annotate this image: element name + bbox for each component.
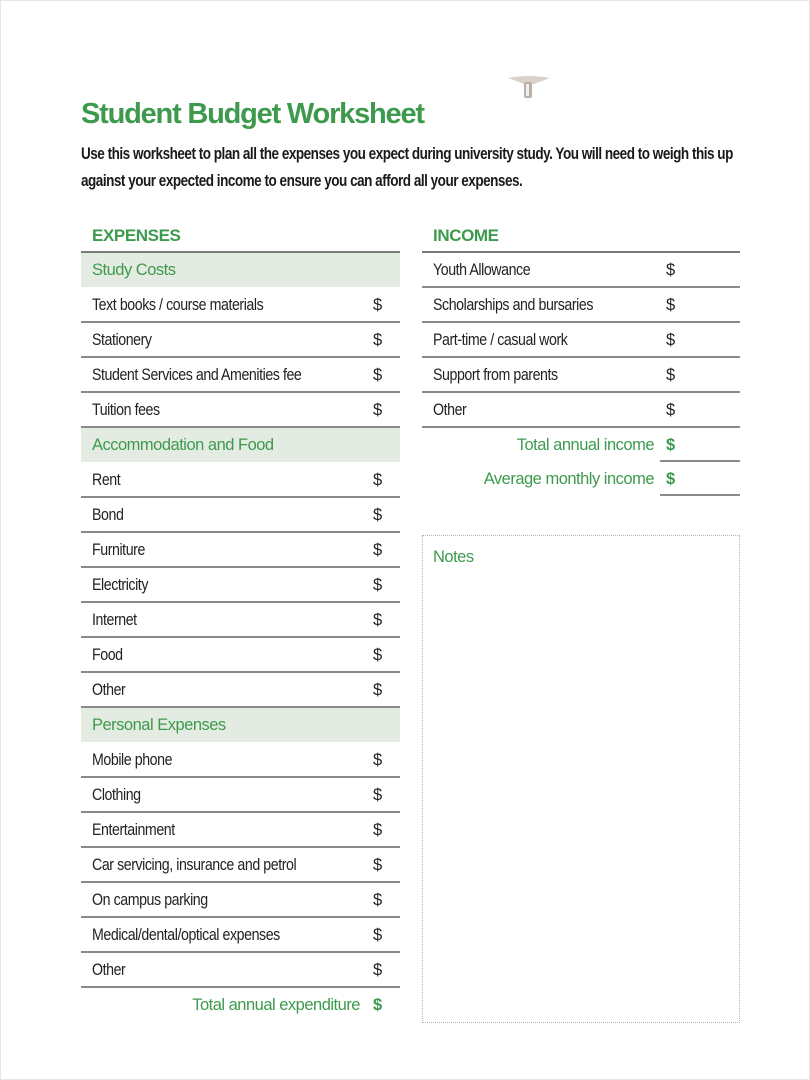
section-band: Accommodation and Food [81, 428, 400, 463]
table-row[interactable] [81, 918, 400, 953]
row-label: Food [92, 646, 123, 664]
table-row[interactable] [81, 393, 400, 428]
amount-field[interactable] [660, 494, 740, 496]
table-row[interactable] [81, 743, 400, 778]
currency-symbol: $ [373, 786, 382, 804]
row-label: Internet [92, 611, 137, 629]
table-row[interactable] [422, 323, 740, 358]
row-label: Electricity [92, 576, 148, 594]
table-row[interactable] [81, 883, 400, 918]
section-band: Personal Expenses [81, 708, 400, 743]
expenses-heading: EXPENSES [81, 222, 400, 253]
row-label: Medical/dental/optical expenses [92, 926, 280, 944]
currency-symbol: $ [666, 401, 675, 419]
total-expenditure-row [81, 988, 400, 1022]
currency-symbol: $ [373, 856, 382, 874]
section-band: Study Costs [81, 253, 400, 288]
row-label: Furniture [92, 541, 145, 559]
table-row[interactable] [81, 638, 400, 673]
row-label: Bond [92, 506, 124, 524]
table-row[interactable] [422, 358, 740, 393]
row-label: Car servicing, insurance and petrol [92, 856, 297, 874]
table-row[interactable] [81, 358, 400, 393]
row-label: Support from parents [433, 366, 558, 384]
currency-symbol: $ [373, 751, 382, 769]
currency-symbol: $ [373, 961, 382, 979]
income-table [422, 222, 740, 496]
table-row[interactable] [81, 533, 400, 568]
currency-symbol: $ [373, 611, 382, 629]
page-title: Student Budget Worksheet [81, 98, 424, 130]
row-label: Rent [92, 471, 121, 489]
currency-symbol: $ [666, 261, 675, 279]
row-label: Other [433, 401, 467, 419]
currency-symbol: $ [373, 401, 382, 419]
binder-clip-icon [508, 76, 550, 98]
income-heading: INCOME [422, 222, 740, 253]
row-label: Mobile phone [92, 751, 173, 769]
table-row[interactable] [422, 393, 740, 428]
currency-symbol: $ [666, 331, 675, 349]
table-row[interactable] [81, 848, 400, 883]
table-row[interactable] [81, 603, 400, 638]
row-label: Other [92, 681, 126, 699]
currency-symbol: $ [373, 646, 382, 664]
row-label: On campus parking [92, 891, 208, 909]
table-row[interactable] [81, 288, 400, 323]
table-row[interactable] [81, 498, 400, 533]
income-total-row [422, 428, 740, 462]
row-label: Part-time / casual work [433, 331, 568, 349]
total-label: Average monthly income [483, 470, 654, 488]
table-row[interactable] [81, 323, 400, 358]
currency-symbol: $ [373, 926, 382, 944]
table-row[interactable] [81, 463, 400, 498]
notes-label: Notes [433, 548, 474, 566]
currency-symbol: $ [373, 996, 382, 1014]
currency-symbol: $ [373, 541, 382, 559]
total-label: Total annual income [516, 436, 654, 454]
table-row[interactable] [81, 673, 400, 708]
intro-text: Use this worksheet to plan all the expenses you expect during university study. You will need to weigh this up against your expected income to ensure you can afford all your expenses. [81, 145, 733, 190]
row-label: Stationery [92, 331, 152, 349]
currency-symbol: $ [373, 296, 382, 314]
row-label: Other [92, 961, 126, 979]
income-total-row [422, 462, 740, 496]
currency-symbol: $ [666, 296, 675, 314]
table-row[interactable] [81, 813, 400, 848]
row-label: Text books / course materials [92, 296, 264, 314]
expenses-table [81, 222, 400, 1022]
table-row[interactable] [422, 253, 740, 288]
currency-symbol: $ [373, 681, 382, 699]
row-label: Student Services and Amenities fee [92, 366, 302, 384]
currency-symbol: $ [666, 366, 675, 384]
currency-symbol: $ [373, 821, 382, 839]
currency-symbol: $ [373, 506, 382, 524]
currency-symbol: $ [373, 471, 382, 489]
row-label: Tuition fees [92, 401, 160, 419]
row-label: Entertainment [92, 821, 175, 839]
table-row[interactable] [81, 778, 400, 813]
total-expenditure-label: Total annual expenditure [192, 996, 360, 1014]
row-label: Scholarships and bursaries [433, 296, 593, 314]
notes-box[interactable] [422, 535, 740, 1023]
currency-symbol: $ [373, 576, 382, 594]
currency-symbol: $ [373, 331, 382, 349]
currency-symbol: $ [666, 470, 675, 488]
currency-symbol: $ [373, 366, 382, 384]
currency-symbol: $ [373, 891, 382, 909]
row-label: Youth Allowance [433, 261, 531, 279]
currency-symbol: $ [666, 436, 675, 454]
row-label: Clothing [92, 786, 141, 804]
table-row[interactable] [422, 288, 740, 323]
table-row[interactable] [81, 568, 400, 603]
table-row[interactable] [81, 953, 400, 988]
